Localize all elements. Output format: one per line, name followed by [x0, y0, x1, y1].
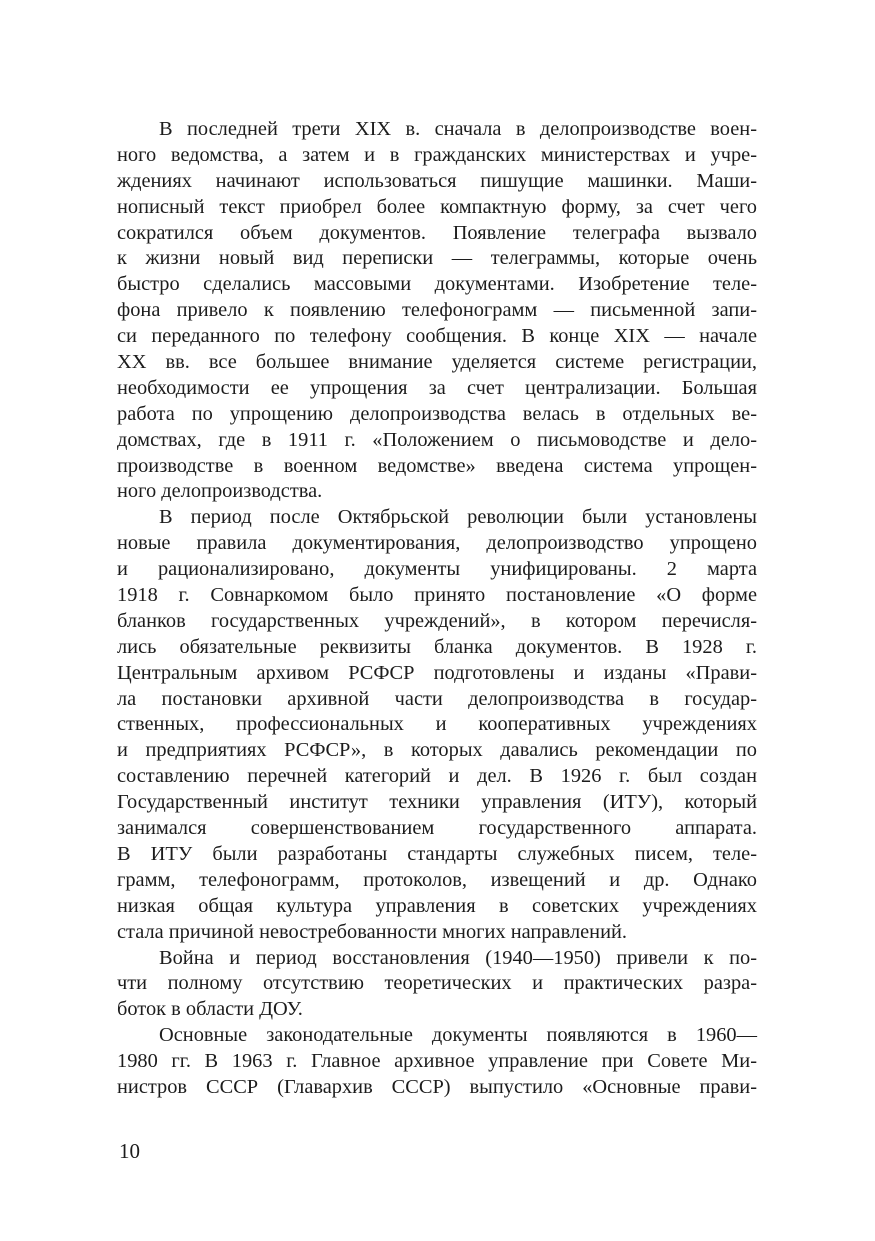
text-line: работа по упрощению делопроизводства велась в отдельных ве-: [117, 402, 757, 425]
text-line: лись обязательные реквизиты бланка документов. В 1928 г.: [117, 635, 757, 658]
text-line: чти полному отсутствию теоретических и практических разра-: [117, 972, 757, 995]
text-line: ного делопроизводства.: [117, 480, 323, 503]
text-line: Война и период восстановления (1940—1950) привели к по-: [159, 946, 757, 969]
paragraph-1: [117, 117, 757, 505]
text-line: производстве в военном ведомстве» введена система упрощен-: [117, 454, 757, 477]
text-line: ла постановки архивной части делопроизводства в государ-: [117, 687, 757, 710]
text-line: Государственный институт техники управления (ИТУ), который: [117, 791, 757, 814]
text-line: грамм, телефонограмм, протоколов, извещений и др. Однако: [117, 868, 757, 891]
text-line: боток в области ДОУ.: [117, 998, 303, 1021]
text-line: занимался совершенствованием государственного аппарата.: [117, 817, 757, 840]
text-line: бланков государственных учреждений», в котором перечисля-: [117, 609, 757, 632]
text-line: фона привело к появлению телефонограмм — письменной запи-: [117, 299, 757, 322]
text-line: Основные законодательные документы появляются в 1960—: [159, 1024, 757, 1047]
text-line: и предприятиях РСФСР», в которых давались рекомендации по: [117, 739, 757, 762]
text-line: В период после Октябрьской революции были установлены: [159, 506, 757, 529]
text-line: си переданного по телефону сообщения. В конце XIX — начале: [117, 325, 757, 348]
page-body: [117, 117, 757, 1101]
text-line: В последней трети XIX в. сначала в делопроизводстве воен-: [159, 118, 757, 140]
text-line: новые правила документирования, делопроизводство упрощено: [117, 532, 757, 555]
paragraph-2: [117, 505, 757, 945]
text-line: необходимости ее упрощения за счет централизации. Большая: [117, 376, 757, 399]
text-line: низкая общая культура управления в советских учреждениях: [117, 894, 757, 917]
text-line: нописный текст приобрел более компактную форму, за счет чего: [117, 195, 757, 218]
paragraph-3: [117, 946, 757, 1024]
text-line: домствах, где в 1911 г. «Положением о письмоводстве и дело-: [117, 428, 757, 451]
text-line: ждениях начинают использоваться пишущие машинки. Маши-: [117, 169, 757, 192]
text-line: к жизни новый вид переписки — телеграммы, которые очень: [117, 247, 757, 270]
text-line: В ИТУ были разработаны стандарты служебных писем, теле-: [117, 842, 757, 865]
text-line: ственных, профессиональных и кооперативных учреждениях: [117, 713, 757, 736]
text-line: 1918 г. Совнаркомом было принято постановление «О форме: [117, 584, 757, 607]
page-number: 10: [119, 1139, 140, 1163]
text-line: ного ведомства, а затем и в гражданских министерствах и учре-: [117, 143, 757, 166]
text-line: Центральным архивом РСФСР подготовлены и изданы «Прави-: [117, 661, 757, 684]
text-line: XX вв. все большее внимание уделяется системе регистрации,: [117, 351, 757, 374]
text-line: быстро сделались массовыми документами. Изобретение теле-: [117, 273, 757, 296]
text-line: 1980 гг. В 1963 г. Главное архивное управление при Совете Ми-: [117, 1050, 757, 1073]
paragraph-4: [117, 1023, 757, 1101]
text-line: стала причиной невостребованности многих направлений.: [117, 920, 628, 943]
text-line: сократился объем документов. Появление телеграфа вызвало: [117, 221, 757, 244]
text-line: нистров СССР (Главархив СССР) выпустило «Основные прави-: [117, 1075, 757, 1098]
text-line: и рационализировано, документы унифицированы. 2 марта: [117, 558, 757, 581]
text-line: составлению перечней категорий и дел. В 1926 г. был создан: [117, 765, 757, 788]
